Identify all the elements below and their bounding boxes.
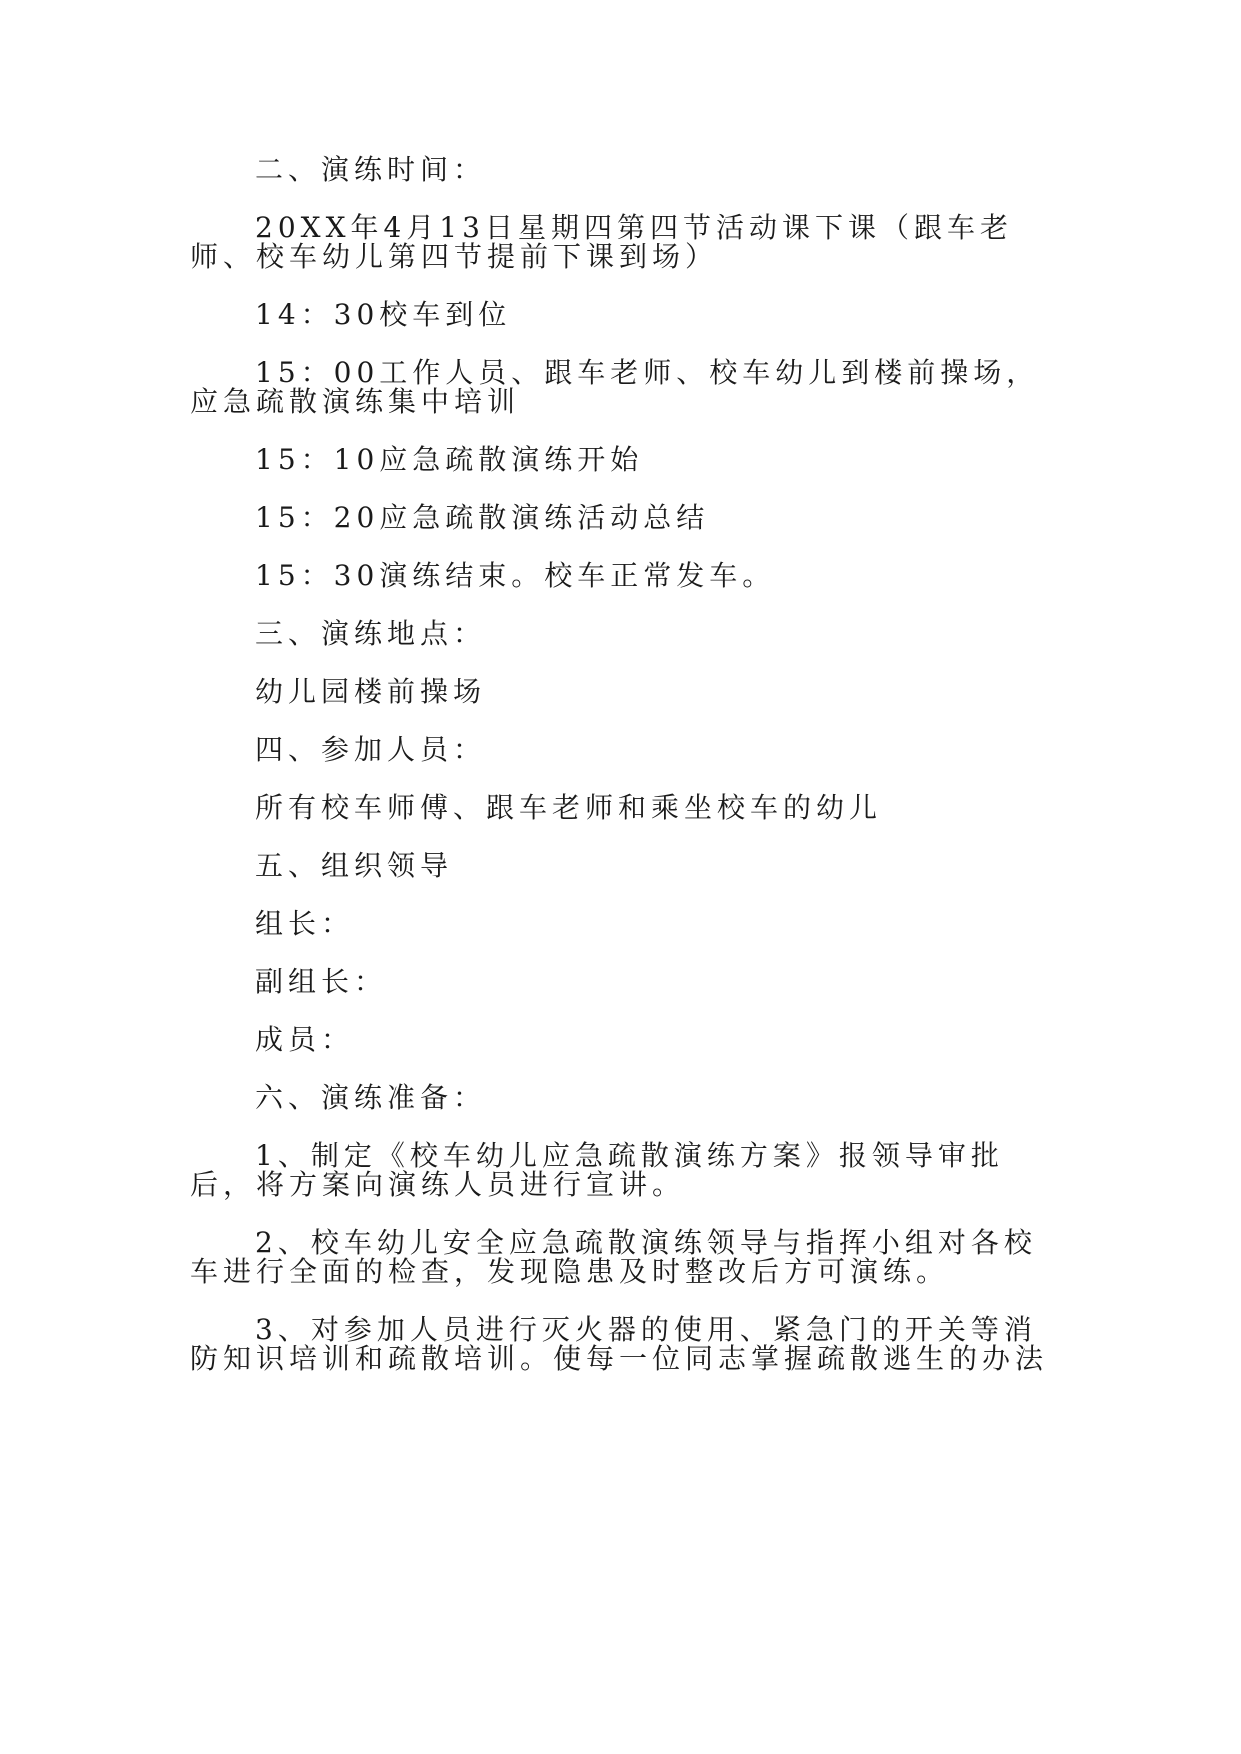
paragraph-location: 幼儿园楼前操场 <box>255 675 487 708</box>
preparation-item-3: 3、对参加人员进行灭火器的使用、紧急门的开关等消防知识培训和疏散培训。使每一位同志掌握疏散逃生的办法 <box>190 1313 1049 1375</box>
schedule-item-1500: 15：00工作人员、跟车老师、校车幼儿到楼前操场，应急疏散演练集中培训 <box>190 356 1040 418</box>
deputy-leader-label: 副组长： <box>255 965 388 998</box>
paragraph-date: 20XX年4月13日星期四第四节活动课下课（跟车老师、校车幼儿第四节提前下课到场） <box>190 211 1013 273</box>
section-heading-leadership: 五、组织领导 <box>255 849 454 882</box>
schedule-item-1430: 14：30校车到位 <box>255 298 512 331</box>
members-label: 成员： <box>255 1023 355 1056</box>
document-body <box>190 155 1060 1402</box>
section-heading-time: 二、演练时间： <box>255 153 487 186</box>
schedule-item-1520: 15：20应急疏散演练活动总结 <box>255 501 710 534</box>
section-heading-participants: 四、参加人员： <box>255 733 487 766</box>
schedule-item-1510: 15：10应急疏散演练开始 <box>255 443 644 476</box>
schedule-item-1530: 15：30演练结束。校车正常发车。 <box>255 559 776 592</box>
preparation-item-1: 1、制定《校车幼儿应急疏散演练方案》报领导审批后，将方案向演练人员进行宣讲。 <box>190 1139 1004 1201</box>
paragraph-participants: 所有校车师傅、跟车老师和乘坐校车的幼儿 <box>255 791 883 824</box>
preparation-item-2: 2、校车幼儿安全应急疏散演练领导与指挥小组对各校车进行全面的检查，发现隐患及时整改后方可演练。 <box>190 1226 1037 1288</box>
section-heading-location: 三、演练地点： <box>255 617 487 650</box>
section-heading-preparation: 六、演练准备： <box>255 1081 487 1114</box>
leader-label: 组长： <box>255 907 355 940</box>
